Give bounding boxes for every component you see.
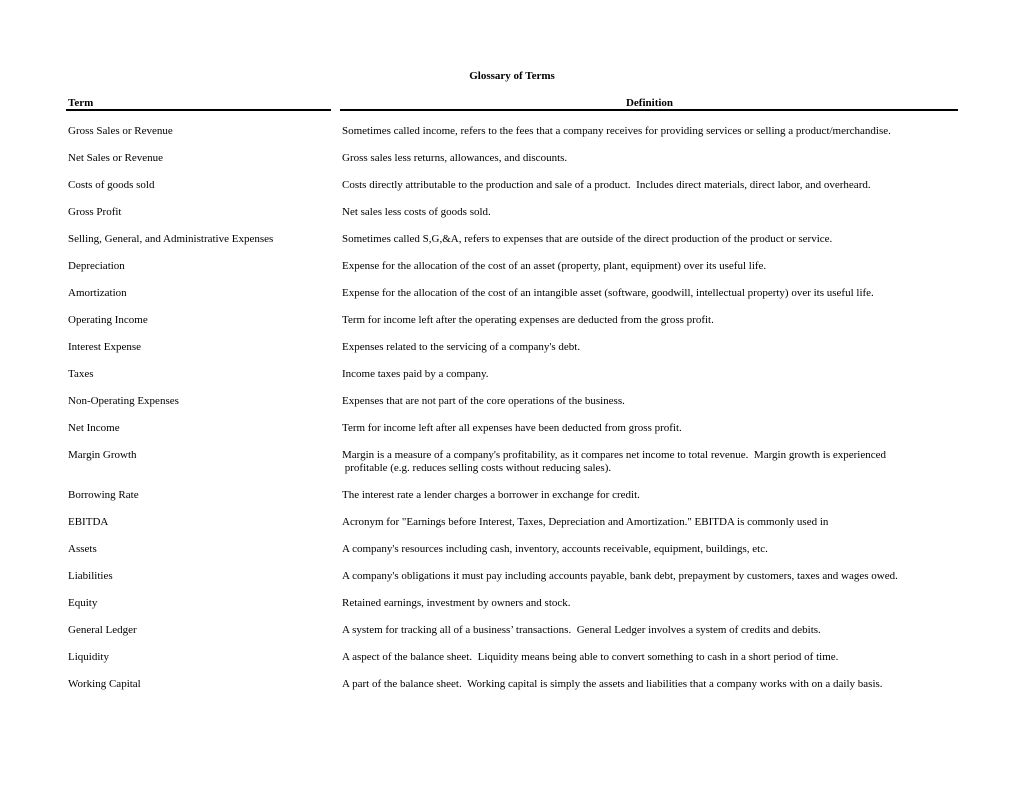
definition-cell: A aspect of the balance sheet. Liquidity means being able to convert something to cash in a short period of time.	[342, 651, 839, 663]
term-cell: Operating Income	[68, 314, 148, 326]
term-cell: Costs of goods sold	[68, 179, 155, 191]
definition-cell: A system for tracking all of a business’ transactions. General Ledger involves a system of credits and debits.	[342, 624, 821, 636]
definition-cell: Term for income left after all expenses have been deducted from gross profit.	[342, 422, 682, 434]
definition-cell: Expenses that are not part of the core operations of the business.	[342, 395, 625, 407]
term-cell: Taxes	[68, 368, 94, 380]
term-cell: Margin Growth	[68, 449, 137, 461]
definition-column-header: Definition	[625, 97, 674, 109]
term-cell: Liquidity	[68, 651, 109, 663]
term-cell: Amortization	[68, 287, 127, 299]
definition-cell: Margin is a measure of a company's profitability, as it compares net income to total revenue. Margin growth is experienced profitable (e.g. reduces selling costs without reducing sales).	[342, 449, 886, 474]
definition-cell: Net sales less costs of goods sold.	[342, 206, 491, 218]
definition-cell: Expense for the allocation of the cost of an asset (property, plant, equipment) over its useful life.	[342, 260, 767, 272]
definition-cell: A company's resources including cash, inventory, accounts receivable, equipment, buildings, etc.	[342, 543, 768, 555]
definition-cell: Retained earnings, investment by owners and stock.	[342, 597, 571, 609]
term-cell: Liabilities	[68, 570, 113, 582]
definition-cell: A part of the balance sheet. Working capital is simply the assets and liabilities that a company works with on a daily basis.	[342, 678, 883, 690]
definition-cell: Costs directly attributable to the production and sale of a product. Includes direct materials, direct labor, and overheard.	[342, 179, 871, 191]
term-cell: Working Capital	[68, 678, 141, 690]
term-column-header: Term	[68, 97, 94, 109]
term-cell: Selling, General, and Administrative Expenses	[68, 233, 274, 245]
term-cell: Assets	[68, 543, 97, 555]
definition-cell: Sometimes called S,G,&A, refers to expenses that are outside of the direct production of the product or service.	[342, 233, 833, 245]
term-cell: Gross Profit	[68, 206, 122, 218]
term-cell: Non-Operating Expenses	[68, 395, 179, 407]
term-cell: Equity	[68, 597, 98, 609]
definition-cell: Acronym for "Earnings before Interest, Taxes, Depreciation and Amortization." EBITDA is commonly used in	[342, 516, 829, 528]
definition-header-rule	[340, 109, 958, 111]
definition-cell: A company's obligations it must pay including accounts payable, bank debt, prepayment by customers, taxes and wages owed.	[342, 570, 898, 582]
term-cell: Interest Expense	[68, 341, 141, 353]
page-title: Glossary of Terms	[469, 70, 555, 82]
definition-cell: Term for income left after the operating expenses are deducted from the gross profit.	[342, 314, 714, 326]
term-cell: Net Sales or Revenue	[68, 152, 163, 164]
definition-cell: Sometimes called income, refers to the fees that a company receives for providing services or selling a product/merchandise.	[342, 125, 891, 137]
definition-cell: Expenses related to the servicing of a company's debt.	[342, 341, 581, 353]
term-cell: Borrowing Rate	[68, 489, 139, 501]
term-cell: General Ledger	[68, 624, 137, 636]
definition-cell: Expense for the allocation of the cost of an intangible asset (software, goodwill, intellectual property) over its useful life.	[342, 287, 874, 299]
definition-cell: Gross sales less returns, allowances, and discounts.	[342, 152, 568, 164]
term-cell: Net Income	[68, 422, 120, 434]
term-cell: Depreciation	[68, 260, 125, 272]
term-header-rule	[66, 109, 331, 111]
definition-cell: The interest rate a lender charges a borrower in exchange for credit.	[342, 489, 640, 501]
definition-cell: Income taxes paid by a company.	[342, 368, 489, 380]
term-cell: EBITDA	[68, 516, 109, 528]
term-cell: Gross Sales or Revenue	[68, 125, 173, 137]
